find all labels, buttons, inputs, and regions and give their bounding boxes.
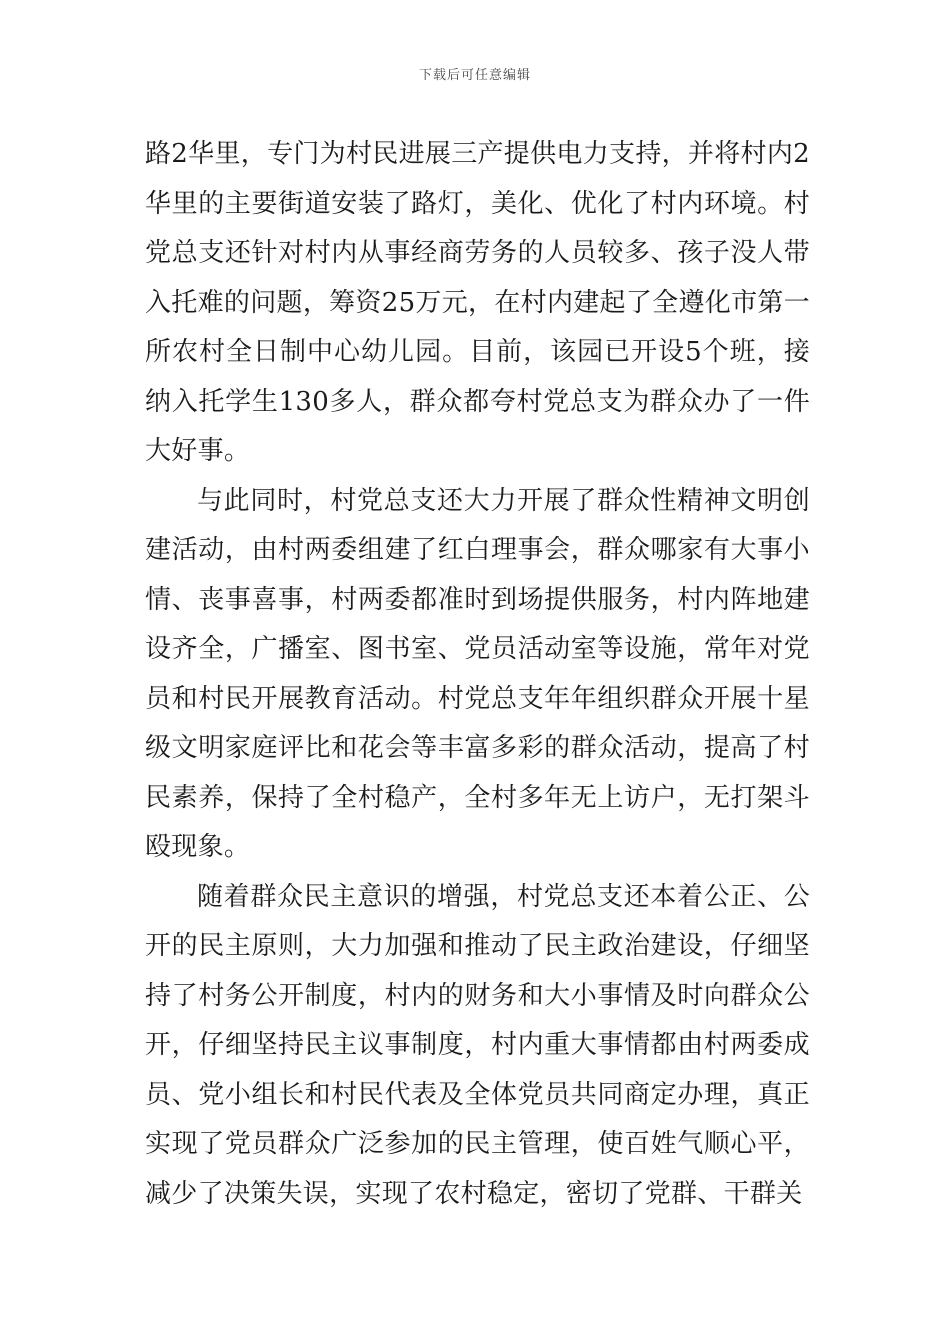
page-header-note: 下载后可任意编辑 xyxy=(418,68,531,83)
document-body xyxy=(145,130,810,1219)
paragraph-3: 随着群众民主意识的增强，村党总支还本着公正、公开的民主原则，大力加强和推动了民主政治建设，仔细坚持了村务公开制度，村内的财务和大小事情及时向群众公开，仔细坚持民主议事制度，村内重大事情都由村两委成员、党小组长和村民代表及全体党员共同商定办理，真正实现了党员群众广泛参加的民主管理，使百姓气顺心平，减少了决策失误，实现了农村稳定，密切了党群、干群关 xyxy=(145,881,810,1209)
paragraph-1: 路2华里，专门为村民进展三产提供电力支持，并将村内2华里的主要街道安装了路灯，美化、优化了村内环境。村党总支还针对村内从事经商劳务的人员较多、孩子没人带入托难的问题，筹资25万元，在村内建起了全遵化市第一所农村全日制中心幼儿园。目前，该园已开设5个班，接纳入托学生130多人，群众都夸村党总支为群众办了一件大好事。 xyxy=(145,139,810,466)
paragraph-2: 与此同时，村党总支还大力开展了群众性精神文明创建活动，由村两委组建了红白理事会，群众哪家有大事小情、丧事喜事，村两委都准时到场提供服务，村内阵地建设齐全，广播室、图书室、党员活动室等设施，常年对党员和村民开展教育活动。村党总支年年组织群众开展十星级文明家庭评比和花会等丰富多彩的群众活动，提高了村民素养，保持了全村稳产，全村多年无上访户，无打架斗殴现象。 xyxy=(145,485,810,862)
